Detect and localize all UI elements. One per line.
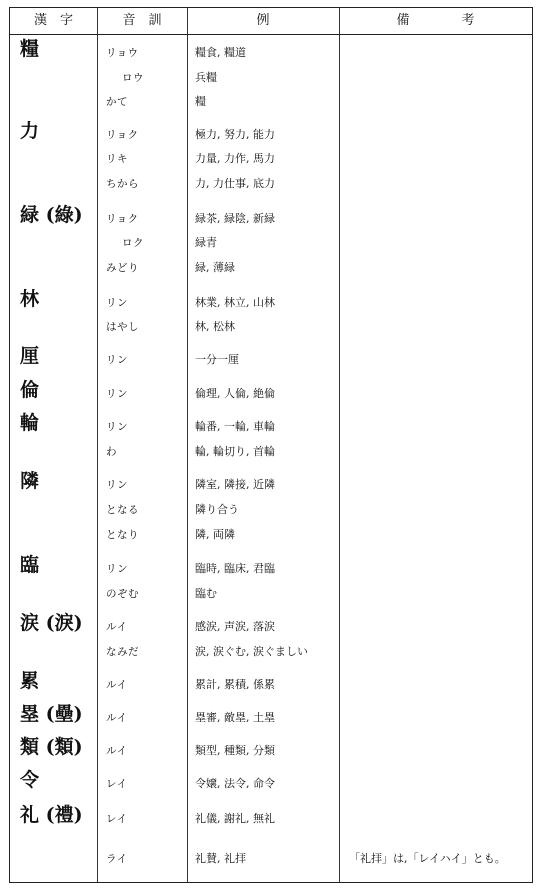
example-cell: 隣, 両隣 bbox=[195, 528, 235, 541]
reading-cell: ちから bbox=[106, 178, 139, 190]
reading-cell: リョク bbox=[106, 129, 139, 141]
table-row bbox=[10, 172, 532, 196]
reading-cell: ライ bbox=[106, 853, 128, 865]
example-cell: 塁審, 敵塁, 土塁 bbox=[195, 711, 275, 724]
table-row bbox=[10, 769, 532, 796]
table-row bbox=[10, 147, 532, 171]
example-cell: 糧食, 糧道 bbox=[195, 46, 246, 59]
reading-cell: わ bbox=[106, 446, 117, 458]
reading-cell: なみだ bbox=[106, 646, 139, 658]
example-cell: 輪番, 一輪, 車輪 bbox=[195, 420, 275, 433]
reading-cell: となり bbox=[106, 529, 139, 541]
example-cell: 礼賛, 礼拝 bbox=[195, 852, 246, 865]
reading-cell: はやし bbox=[106, 321, 139, 333]
table-row bbox=[10, 470, 532, 497]
example-cell: 極力, 努力, 能力 bbox=[195, 128, 275, 141]
example-cell: 涙, 涙ぐむ, 涙ぐましい bbox=[195, 645, 308, 658]
table-row bbox=[10, 670, 532, 697]
example-cell: 緑, 薄緑 bbox=[195, 261, 235, 274]
table-row bbox=[10, 120, 532, 147]
reading-cell: レイ bbox=[106, 813, 128, 825]
reading-cell: かて bbox=[106, 96, 128, 108]
reading-cell: ルイ bbox=[106, 679, 128, 691]
table-row bbox=[10, 379, 532, 406]
table-row bbox=[10, 736, 532, 763]
example-cell: 緑青 bbox=[195, 236, 217, 249]
table-row bbox=[10, 440, 532, 464]
kanji-cell: 緑 (綠) bbox=[20, 204, 83, 226]
reading-cell: のぞむ bbox=[106, 588, 139, 600]
example-cell: 緑茶, 緑陰, 新緑 bbox=[195, 212, 275, 225]
reading-cell: リョク bbox=[106, 213, 139, 225]
table-row bbox=[10, 703, 532, 730]
reading-cell: リン bbox=[106, 563, 128, 575]
kanji-cell: 臨 bbox=[20, 554, 40, 576]
reading-cell: ルイ bbox=[106, 712, 128, 724]
example-cell: 糧 bbox=[195, 95, 206, 108]
kanji-cell: 塁 (壘) bbox=[20, 703, 83, 725]
kanji-cell: 隣 bbox=[20, 470, 40, 492]
reading-cell: ロウ bbox=[122, 72, 144, 84]
kanji-cell: 輪 bbox=[20, 412, 40, 434]
example-cell: 令嬢, 法令, 命令 bbox=[195, 777, 275, 790]
reading-cell: リン bbox=[106, 479, 128, 491]
reading-cell: リン bbox=[106, 388, 128, 400]
table-row bbox=[10, 498, 532, 522]
example-cell: 力, 力仕事, 底力 bbox=[195, 177, 275, 190]
kanji-cell: 涙 (淚) bbox=[20, 612, 83, 634]
kanji-cell: 糧 bbox=[20, 38, 40, 60]
reading-cell: ロク bbox=[122, 237, 144, 249]
kanji-cell: 力 bbox=[20, 120, 40, 142]
reading-cell: みどり bbox=[106, 262, 139, 274]
note-cell: 「礼拝」は,「レイハイ」とも。 bbox=[349, 852, 506, 865]
kanji-cell: 令 bbox=[20, 769, 40, 791]
reading-cell: リキ bbox=[106, 153, 128, 165]
header-note: 備 考 bbox=[396, 13, 475, 28]
reading-cell: リン bbox=[106, 354, 128, 366]
table-row bbox=[10, 256, 532, 280]
table-row bbox=[10, 412, 532, 439]
table-row bbox=[10, 315, 532, 339]
table-row bbox=[10, 582, 532, 606]
table-row bbox=[10, 90, 532, 114]
table-row bbox=[10, 204, 532, 231]
reading-cell: ルイ bbox=[106, 621, 128, 633]
header-example: 例 bbox=[256, 13, 270, 28]
table-row bbox=[10, 804, 532, 831]
table-row bbox=[10, 38, 532, 65]
header-divider bbox=[10, 34, 532, 35]
example-cell: 臨時, 臨床, 君臨 bbox=[195, 562, 275, 575]
kanji-table bbox=[9, 7, 533, 883]
kanji-cell: 累 bbox=[20, 670, 40, 692]
kanji-cell: 倫 bbox=[20, 379, 40, 401]
example-cell: 臨む bbox=[195, 587, 217, 600]
kanji-cell: 礼 (禮) bbox=[20, 804, 83, 826]
example-cell: 輪, 輪切り, 首輪 bbox=[195, 445, 275, 458]
table-row bbox=[10, 288, 532, 315]
reading-cell: レイ bbox=[106, 778, 128, 790]
kanji-cell: 厘 bbox=[20, 345, 40, 367]
header-reading: 音 訓 bbox=[122, 13, 162, 28]
table-row bbox=[10, 345, 532, 372]
example-cell: 兵糧 bbox=[195, 71, 217, 84]
example-cell: 倫理, 人倫, 絶倫 bbox=[195, 387, 275, 400]
example-cell: 力量, 力作, 馬力 bbox=[195, 152, 275, 165]
table-row bbox=[10, 523, 532, 547]
reading-cell: ルイ bbox=[106, 745, 128, 757]
table-row bbox=[10, 847, 532, 871]
reading-cell: リョウ bbox=[106, 47, 139, 59]
table-row bbox=[10, 640, 532, 664]
table-row bbox=[10, 66, 532, 90]
example-cell: 林, 松林 bbox=[195, 320, 235, 333]
example-cell: 礼儀, 謝礼, 無礼 bbox=[195, 812, 275, 825]
example-cell: 林業, 林立, 山林 bbox=[195, 296, 275, 309]
reading-cell: となる bbox=[106, 504, 139, 516]
example-cell: 隣室, 隣接, 近隣 bbox=[195, 478, 275, 491]
example-cell: 類型, 種類, 分類 bbox=[195, 744, 275, 757]
table-row bbox=[10, 231, 532, 255]
example-cell: 累計, 累積, 係累 bbox=[195, 678, 275, 691]
example-cell: 感涙, 声涙, 落涙 bbox=[195, 620, 275, 633]
header-kanji: 漢 字 bbox=[33, 13, 73, 28]
kanji-cell: 類 (類) bbox=[20, 736, 83, 758]
reading-cell: リン bbox=[106, 297, 128, 309]
example-cell: 隣り合う bbox=[195, 503, 239, 516]
table-row bbox=[10, 554, 532, 581]
example-cell: 一分一厘 bbox=[195, 353, 239, 366]
table-row bbox=[10, 612, 532, 639]
kanji-cell: 林 bbox=[20, 288, 40, 310]
reading-cell: リン bbox=[106, 421, 128, 433]
